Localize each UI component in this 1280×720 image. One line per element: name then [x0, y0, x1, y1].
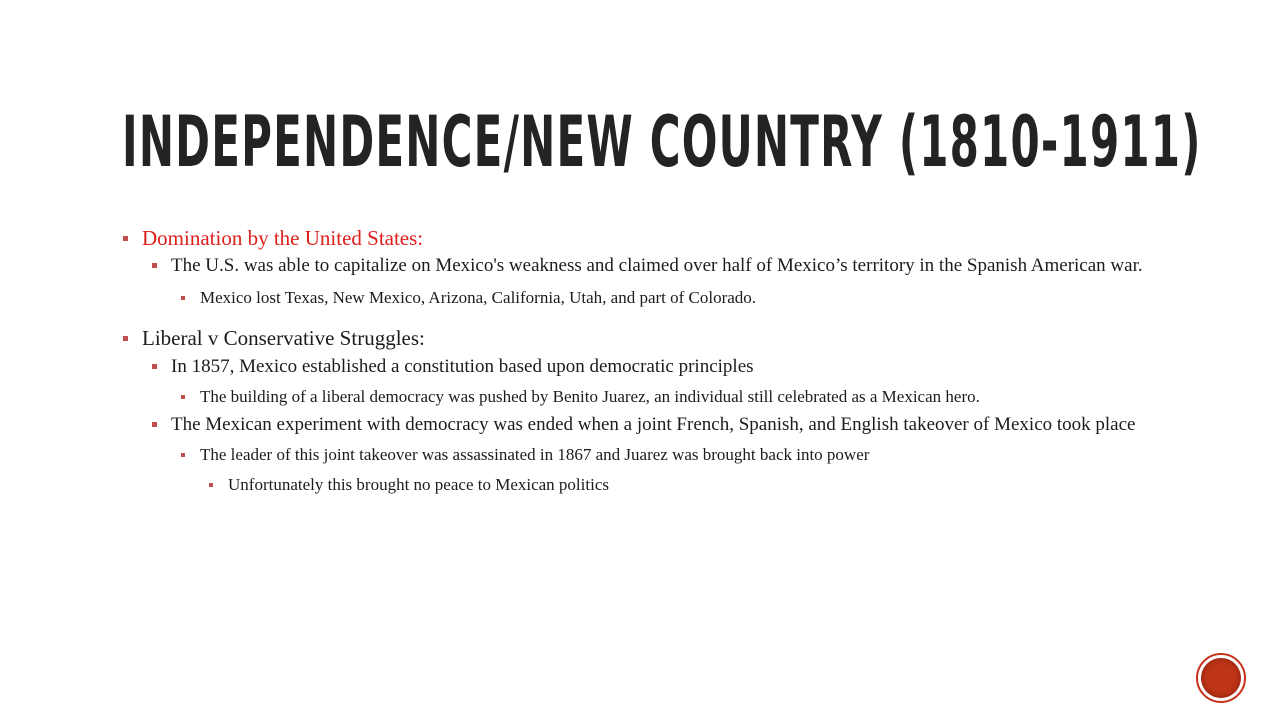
bullet-text: Unfortunately this brought no peace to Mexican politics: [228, 475, 609, 494]
slide-title: INDEPENDENCE/NEW COUNTRY (1810-1911): [122, 101, 1202, 183]
square-bullet-icon: [123, 236, 128, 241]
bullet-no-peace: [120, 474, 1160, 496]
bullet-us-capitalize: [120, 254, 1160, 277]
square-bullet-icon: [152, 364, 157, 369]
square-bullet-icon: [181, 296, 185, 300]
section-heading-text: Liberal v Conservative Struggles:: [142, 326, 425, 350]
square-bullet-icon: [123, 336, 128, 341]
red-circle-inner: [1201, 658, 1241, 698]
section-heading-liberal: [120, 325, 1160, 351]
bullet-mexico-lost: [120, 287, 1160, 309]
bullet-text: The Mexican experiment with democracy was ended when a joint French, Spanish, and English takeover of Mexico took place: [171, 414, 1136, 435]
bullet-experiment-ended: [120, 413, 1160, 436]
square-bullet-icon: [152, 263, 157, 268]
bullet-text: The leader of this joint takeover was assassinated in 1867 and Juarez was brought back into power: [200, 445, 870, 464]
square-bullet-icon: [209, 483, 213, 487]
square-bullet-icon: [181, 395, 185, 399]
section-heading-domination: [120, 225, 1160, 251]
square-bullet-icon: [152, 422, 157, 427]
bullet-text: In 1857, Mexico established a constitution based upon democratic principles: [171, 356, 754, 377]
slide-content: [120, 225, 1160, 496]
bullet-text: Mexico lost Texas, New Mexico, Arizona, California, Utah, and part of Colorado.: [200, 288, 757, 307]
bullet-benito-juarez: [120, 386, 1160, 408]
section-heading-text: Domination by the United States:: [142, 226, 424, 250]
red-circle-icon: [1196, 653, 1246, 703]
square-bullet-icon: [181, 453, 185, 457]
bullet-text: The building of a liberal democracy was pushed by Benito Juarez, an individual still celebrated as a Mexican hero.: [200, 387, 980, 406]
bullet-text: The U.S. was able to capitalize on Mexico's weakness and claimed over half of Mexico’s territory in the Spanish American war.: [171, 255, 1143, 276]
bullet-constitution-1857: [120, 355, 1160, 378]
bullet-leader-assassinated: [120, 444, 1160, 466]
